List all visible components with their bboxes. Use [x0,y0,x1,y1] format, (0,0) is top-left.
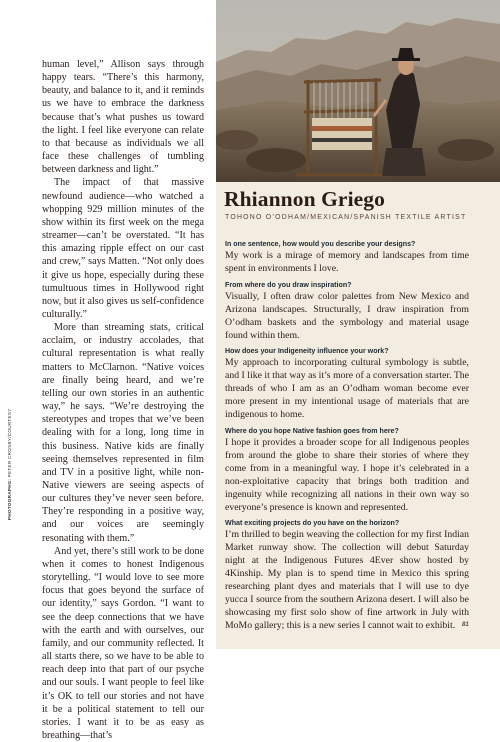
photo-credit-name: PETER CROSBY/COURTESY [7,408,12,478]
interview-question: In one sentence, how would you describe your designs? [225,240,416,248]
interview-question: How does your Indigeneity influence your work? [225,347,389,356]
profile-name: Rhiannon Griego [224,187,385,211]
page-number: 81 [462,622,469,628]
interview-question: From where do you draw inspiration? [225,280,352,289]
interview-answer: My work is a mirage of memory and landscapes from time spent in environments I love. [225,250,469,274]
interview-answer: My approach to incorporating cultural symbology is subtle, and I like it that way as it’s more of a conversation starter. The threads of who I am as an O’odham woman become ever more present in my intentional usage of materials that are indigenous to home. [225,357,469,421]
profile-subtitle: TOHONO O’ODHAM/MEXICAN/SPANISH TEXTILE ARTIST [225,214,467,221]
artist-at-loom-illustration [216,0,500,182]
photo-credit-label: PHOTOGRAPHS: [7,478,12,520]
article-left-column [42,58,204,742]
artist-photo [216,0,500,182]
article-paragraph: human level,” Allison says through happy tears. “There’s this harmony, beauty, and balance to it, and it reminds us we have to embrace the darkness because that’s what pushes us toward the light. I feel like everyone can relate to that because as individuals we all face these challenges of tumbling between darkness and light.” [42,59,204,176]
article-paragraph: And yet, there’s still work to be done when it comes to honest Indigenous storytelling. “I would love to see more focus that goes beyond the surface of our identity,” says Gordon. “I want to see the deep connections that we have with the earth and with ourselves, our family, and our community reflected. It all starts there, so we have to be able to reach deep into that part of our psyche and our souls. I want people to feel like it’s OK to tell our stories and not have it be a political statement to tell our stories. I want it to be as easy as breathing—that’s [42,545,204,741]
photo-credit [7,408,12,520]
article-paragraph: More than streaming stats, critical acclaim, or industry accolades, that cultural representation is what really matters to McClarnon. “Native voices are finally being heard, and we’re telling our own stories in an authentic way,” he says. “We’re destroying the stereotypes and tropes that we’ve been dealing with for a long, long time in this business. Native kids are finally seeing themselves represented in film and TV in a positive light, while non-Native viewers are seeing aspects of our cultures they’ve never seen before. They’re responding in a positive way, and our voices are seemingly resonating with them.” [42,322,204,544]
interview-qa [225,239,469,637]
article-paragraph: The impact of that massive newfound audience—who watched a whopping 929 million minutes of the show within its first week on the mega streamer—can’t be overstated. “It has this amazing ripple effect on our cast and crew,” says Matten. “Not only does it give us hope, especially during these tumultuous times in Hollywood right now, but it also gives us self-confidence culturally.” [42,177,204,320]
interview-answer: I hope it provides a broader scope for all Indigenous peoples from around the globe to share their stories of where they come from in a meaningful way. I hope it’s celebrated in a non-exploitative capacity that brings both tradition and ingenuity while recognizing all nations in their own way so everyone’s presence is known and represented. [225,436,469,513]
interview-question: Where do you hope Native fashion goes from here? [225,426,399,435]
interview-question: What exciting projects do you have on the horizon? [225,519,400,528]
interview-answer: Visually, I often draw color palettes from New Mexico and Arizona landscapes. Structurally, I draw inspiration from O’odham baskets and the symbology and material usage found within them. [225,290,469,341]
interview-answer: I’m thrilled to begin weaving the collection for my first Indian Market runway show. The collection will debut Saturday night at the Indigenous Futures 4Ever show hosted by 4Kinship. My plan is to spend time in Mexico this spring researching plant dyes and materials that I will use to dye yucca I source from the southern Arizona desert. I will also be showcasing my first solo show of fine artwork in July with MoMo gallery; this is a new series I cannot wait to exhibit. [225,529,469,631]
